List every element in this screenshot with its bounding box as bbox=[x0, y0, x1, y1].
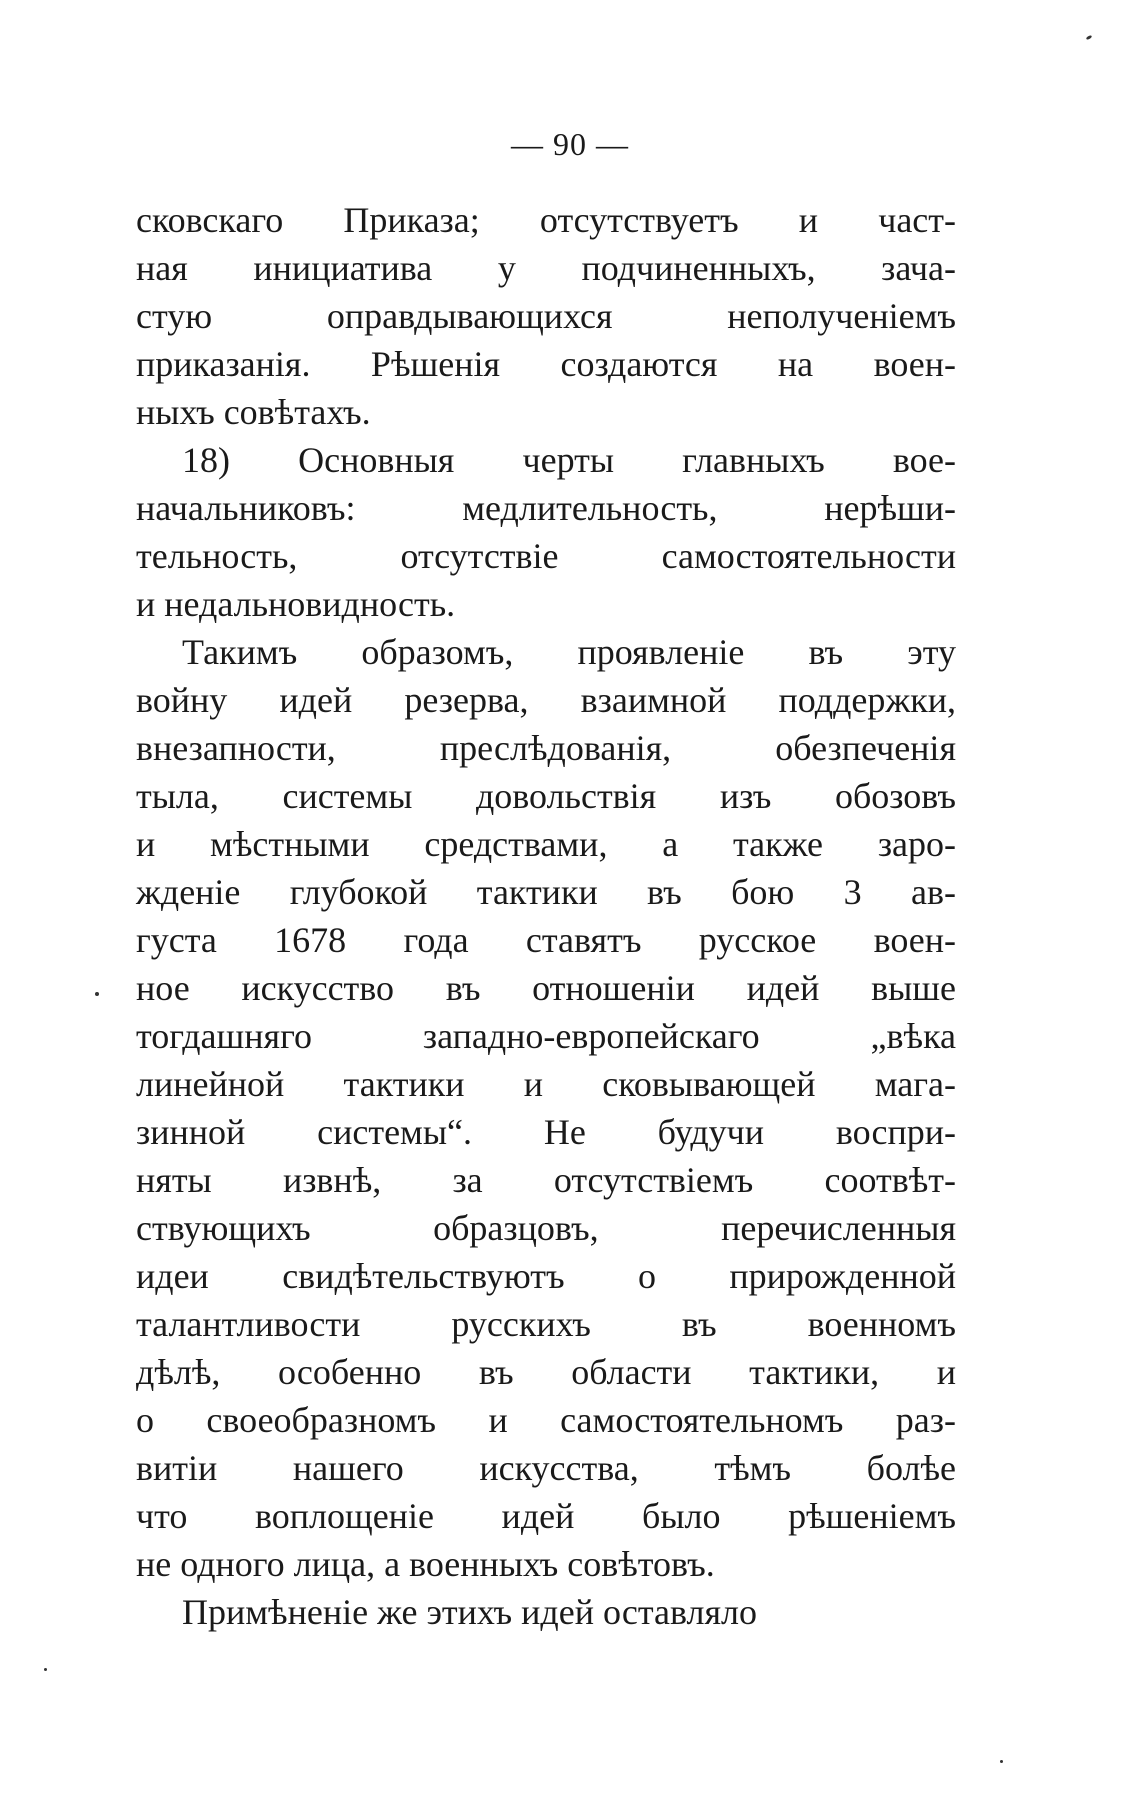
text-line: ныхъ совѣтахъ. bbox=[136, 392, 371, 432]
text-line: приказанiя. Рѣшенiя создаются на воен- bbox=[136, 344, 956, 384]
text-line: густа 1678 года ставятъ русское воен- bbox=[136, 920, 956, 960]
text-line: няты извнѣ, за отсутствiемъ соотвѣт- bbox=[136, 1160, 956, 1200]
text-line: сковскаго Приказа; отсутствуетъ и част- bbox=[136, 200, 956, 240]
text-line: ная инициатива у подчиненныхъ, зача- bbox=[136, 248, 956, 288]
text-line: начальниковъ: медлительность, нерѣши- bbox=[136, 488, 956, 528]
text-line: идеи свидѣтельствуютъ о прирожденной bbox=[136, 1256, 956, 1296]
text-line: и мѣстными средствами, а также заро- bbox=[136, 824, 956, 864]
scan-speck bbox=[95, 992, 99, 996]
text-line: витiи нашего искусства, тѣмъ болѣе bbox=[136, 1448, 956, 1488]
scan-speck bbox=[1000, 1760, 1003, 1763]
text-line: и недальновидность. bbox=[136, 584, 456, 624]
scan-speck bbox=[44, 1668, 47, 1671]
text-line: линейной тактики и сковывающей мага- bbox=[136, 1064, 956, 1104]
paragraph-2 bbox=[136, 436, 956, 628]
text-line: Такимъ образомъ, проявленiе въ эту bbox=[182, 632, 956, 672]
text-line: тельность, отсутствiе самостоятельности bbox=[136, 536, 956, 576]
text-line: внезапности, преслѣдованiя, обезпеченiя bbox=[136, 728, 956, 768]
text-line: талантливости русскихъ въ военномъ bbox=[136, 1304, 956, 1344]
paragraph-3 bbox=[136, 628, 956, 1588]
text-line: зинной системы“. Не будучи воспри- bbox=[136, 1112, 956, 1152]
text-line: о своеобразномъ и самостоятельномъ раз- bbox=[136, 1400, 956, 1440]
text-line: ное искусство въ отношенiи идей выше bbox=[136, 968, 956, 1008]
body-text bbox=[136, 196, 956, 1636]
text-line: не одного лица, а военныхъ совѣтовъ. bbox=[136, 1544, 715, 1584]
text-line: 18) Основныя черты главныхъ вое- bbox=[182, 440, 956, 480]
text-line: войну идей резерва, взаимной поддержки, bbox=[136, 680, 956, 720]
text-line: ствующихъ образцовъ, перечисленныя bbox=[136, 1208, 956, 1248]
paragraph-1 bbox=[136, 196, 956, 436]
text-line: жденiе глубокой тактики въ бою 3 ав- bbox=[136, 872, 956, 912]
text-line: стую оправдывающихся неполученiемъ bbox=[136, 296, 956, 336]
text-line: что воплощенiе идей было рѣшенiемъ bbox=[136, 1496, 956, 1536]
page-number: — 90 — bbox=[511, 126, 629, 162]
text-line: тогдашняго западно-европейскаго „вѣка bbox=[136, 1016, 956, 1056]
text-line: Примѣненiе же этихъ идей оставляло bbox=[182, 1592, 758, 1632]
text-line: тыла, системы довольствiя изъ обозовъ bbox=[136, 776, 956, 816]
scan-speck bbox=[1086, 35, 1093, 41]
text-line: дѣлѣ, особенно въ области тактики, и bbox=[136, 1352, 956, 1392]
paragraph-4 bbox=[136, 1588, 956, 1636]
